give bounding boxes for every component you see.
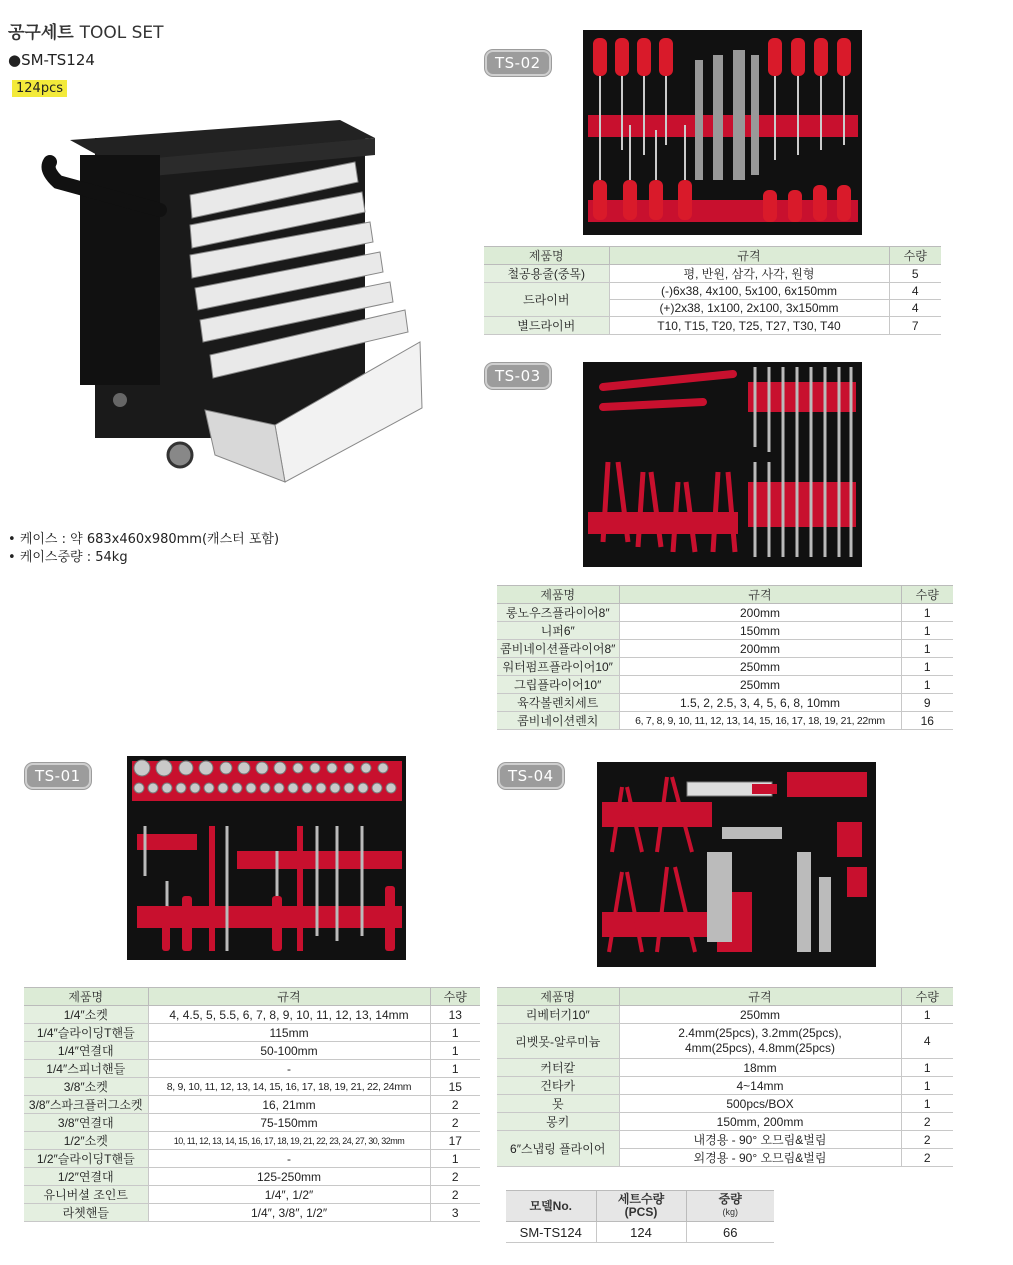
cell-name: 별드라이버 xyxy=(484,317,609,335)
summary-set: 124 xyxy=(596,1222,686,1243)
col-name: 제품명 xyxy=(484,247,609,265)
cell-qty: 2 xyxy=(901,1149,953,1167)
cell-name: 니퍼6″ xyxy=(497,622,619,640)
case-weight: • 케이스중량 : 54kg xyxy=(8,550,128,565)
cell-name: 커터칼 xyxy=(497,1059,619,1077)
cell-qty: 5 xyxy=(889,265,941,283)
cell-name: 그립플라이어10″ xyxy=(497,676,619,694)
table-row xyxy=(497,658,953,676)
cell-qty: 15 xyxy=(430,1078,480,1096)
case-dimension: • 케이스 : 약 683x460x980mm(캐스터 포함) xyxy=(8,532,280,547)
table-row xyxy=(497,622,953,640)
cell-qty: 1 xyxy=(901,658,953,676)
table-row xyxy=(24,1114,480,1132)
cell-name: 3/8″스파크플러그소켓 xyxy=(24,1096,148,1114)
page-title xyxy=(8,18,164,43)
cell-name: 3/8″연결대 xyxy=(24,1114,148,1132)
cell-name: 드라이버 xyxy=(484,283,609,317)
tag-ts01: TS-01 xyxy=(25,763,91,789)
cell-spec: 1/4″, 3/8″, 1/2″ xyxy=(148,1204,430,1222)
cell-qty: 1 xyxy=(901,1095,953,1113)
cell-qty: 7 xyxy=(889,317,941,335)
cell-spec: 8, 9, 10, 11, 12, 13, 14, 15, 16, 17, 18, 19, 21, 22, 24mm xyxy=(148,1078,430,1096)
tray-ts01-image xyxy=(127,756,406,960)
cell-qty: 13 xyxy=(430,1006,480,1024)
summary-header xyxy=(506,1191,774,1222)
cell-spec: 250mm xyxy=(619,676,901,694)
cell-name: 1/2″연결대 xyxy=(24,1168,148,1186)
table-row xyxy=(24,1060,480,1078)
table-row xyxy=(497,640,953,658)
table-row xyxy=(24,1006,480,1024)
cell-qty: 4 xyxy=(889,283,941,300)
col-qty: 수량 xyxy=(889,247,941,265)
title-ko: 공구세트 xyxy=(8,23,74,43)
summary-col-weight xyxy=(686,1191,774,1222)
table-row xyxy=(24,1096,480,1114)
cell-qty: 1 xyxy=(901,640,953,658)
table-header xyxy=(497,586,953,604)
tray-ts03-image xyxy=(583,362,862,567)
col-name: 제품명 xyxy=(24,988,148,1006)
cell-qty: 16 xyxy=(901,712,953,730)
summary-model: SM-TS124 xyxy=(506,1222,596,1243)
title-en: TOOL SET xyxy=(79,23,164,43)
cell-qty: 2 xyxy=(430,1186,480,1204)
cell-spec: 200mm xyxy=(619,604,901,622)
cell-name: 철공용줄(중목) xyxy=(484,265,609,283)
table-row xyxy=(24,1024,480,1042)
cell-spec: 10, 11, 12, 13, 14, 15, 16, 17, 18, 19, 21, 22, 23, 24, 27, 30, 32mm xyxy=(148,1132,430,1150)
table-row xyxy=(497,1077,953,1095)
cell-qty: 1 xyxy=(430,1060,480,1078)
table-row xyxy=(497,676,953,694)
cell-name: 3/8″소켓 xyxy=(24,1078,148,1096)
table-row xyxy=(497,1131,953,1149)
cell-spec: 4, 4.5, 5, 5.5, 6, 7, 8, 9, 10, 11, 12, 13, 14mm xyxy=(148,1006,430,1024)
table-row xyxy=(497,712,953,730)
cell-spec: 250mm xyxy=(619,1006,901,1024)
table-ts01 xyxy=(24,987,480,1222)
cell-qty: 1 xyxy=(901,676,953,694)
tag-ts03: TS-03 xyxy=(485,363,551,389)
cell-name: 1/2″슬라이딩T핸들 xyxy=(24,1150,148,1168)
cell-spec: 150mm xyxy=(619,622,901,640)
cell-spec: - xyxy=(148,1150,430,1168)
cell-qty: 1 xyxy=(430,1024,480,1042)
table-header xyxy=(24,988,480,1006)
cell-name: 6″스냅링 플라이어 xyxy=(497,1131,619,1167)
cell-spec: 500pcs/BOX xyxy=(619,1095,901,1113)
cell-qty: 1 xyxy=(901,1059,953,1077)
table-row xyxy=(24,1150,480,1168)
cell-name: 리벳못-알루미늄 xyxy=(497,1024,619,1059)
cell-qty: 1 xyxy=(901,622,953,640)
cell-qty: 1 xyxy=(430,1150,480,1168)
model-number: SM-TS124 xyxy=(21,51,95,69)
cell-spec: 250mm xyxy=(619,658,901,676)
tool-cart-image xyxy=(40,110,430,500)
cell-spec: 125-250mm xyxy=(148,1168,430,1186)
cell-name: 롱노우즈플라이어8″ xyxy=(497,604,619,622)
summary-table xyxy=(506,1190,774,1243)
table-row xyxy=(24,1186,480,1204)
table-row xyxy=(497,1059,953,1077)
cart-caster xyxy=(168,443,192,467)
col-qty: 수량 xyxy=(901,988,953,1006)
cell-spec: 내경용 - 90° 오므림&벌림 xyxy=(619,1131,901,1149)
cell-name: 육각볼렌치세트 xyxy=(497,694,619,712)
cell-spec: 1/4″, 1/2″ xyxy=(148,1186,430,1204)
cell-spec: 1.5, 2, 2.5, 3, 4, 5, 6, 8, 10mm xyxy=(619,694,901,712)
case-weight-text: 케이스중량 : 54kg xyxy=(19,550,128,565)
cell-spec: - xyxy=(148,1060,430,1078)
col-qty: 수량 xyxy=(430,988,480,1006)
tag-ts04: TS-04 xyxy=(498,763,564,789)
cell-qty: 2 xyxy=(901,1113,953,1131)
cell-qty: 1 xyxy=(901,1006,953,1024)
col-spec: 규격 xyxy=(619,988,901,1006)
cell-spec: 평, 반원, 삼각, 사각, 원형 xyxy=(609,265,889,283)
cell-spec: 6, 7, 8, 9, 10, 11, 12, 13, 14, 15, 16, 17, 18, 19, 21, 22mm xyxy=(619,712,901,730)
cell-qty: 2 xyxy=(430,1168,480,1186)
table-row xyxy=(497,1095,953,1113)
tray-ts02-image xyxy=(583,30,862,235)
cell-name: 1/2″소켓 xyxy=(24,1132,148,1150)
cell-qty: 1 xyxy=(430,1042,480,1060)
table-ts03 xyxy=(497,585,953,730)
cell-spec: 16, 21mm xyxy=(148,1096,430,1114)
summary-row xyxy=(506,1222,774,1243)
cell-qty: 3 xyxy=(430,1204,480,1222)
summary-col-set xyxy=(596,1191,686,1222)
cell-name: 리베터기10″ xyxy=(497,1006,619,1024)
cell-qty: 1 xyxy=(901,604,953,622)
cell-name: 콤비네이션렌치 xyxy=(497,712,619,730)
col-spec: 규격 xyxy=(609,247,889,265)
col-spec: 규격 xyxy=(148,988,430,1006)
cell-spec xyxy=(619,1024,901,1059)
col-name: 제품명 xyxy=(497,988,619,1006)
table-row xyxy=(484,317,941,335)
cell-qty: 2 xyxy=(901,1131,953,1149)
cell-qty: 9 xyxy=(901,694,953,712)
cell-qty: 4 xyxy=(889,300,941,317)
cell-qty: 2 xyxy=(430,1096,480,1114)
summary-col-weight-label: 중량 xyxy=(718,1192,742,1206)
cell-name: 건타카 xyxy=(497,1077,619,1095)
bullet-icon: ● xyxy=(8,51,22,69)
table-row xyxy=(497,694,953,712)
summary-weight: 66 xyxy=(686,1222,774,1243)
summary-col-model: 모델No. xyxy=(506,1191,596,1222)
cell-name: 몽키 xyxy=(497,1113,619,1131)
cell-qty: 1 xyxy=(901,1077,953,1095)
summary-col-set-label: 세트수량 xyxy=(617,1192,665,1206)
table-row xyxy=(24,1204,480,1222)
cell-name: 못 xyxy=(497,1095,619,1113)
table-row xyxy=(24,1042,480,1060)
cell-name: 콤비네이션플라이어8″ xyxy=(497,640,619,658)
cell-name: 1/4″슬라이딩T핸들 xyxy=(24,1024,148,1042)
cell-spec: 150mm, 200mm xyxy=(619,1113,901,1131)
table-row xyxy=(484,265,941,283)
table-header xyxy=(497,988,953,1006)
table-row xyxy=(497,1006,953,1024)
col-spec: 규격 xyxy=(619,586,901,604)
summary-col-weight-unit: (kg) xyxy=(722,1207,738,1217)
cell-spec-line: 4mm(25pcs), 4.8mm(25pcs) xyxy=(684,1041,836,1055)
cell-spec-line: 2.4mm(25pcs), 3.2mm(25pcs), xyxy=(678,1026,842,1040)
cart-caster xyxy=(113,393,127,407)
table-row xyxy=(24,1168,480,1186)
cell-spec: 4~14mm xyxy=(619,1077,901,1095)
case-dimension-text: 케이스 : 약 683x460x980mm(캐스터 포함) xyxy=(19,532,280,547)
cell-name: 1/4″소켓 xyxy=(24,1006,148,1024)
col-qty: 수량 xyxy=(901,586,953,604)
pcs-badge: 124pcs xyxy=(12,80,67,97)
model-line xyxy=(8,51,95,69)
cell-name: 워터펌프플라이어10″ xyxy=(497,658,619,676)
table-row xyxy=(497,1113,953,1131)
table-row xyxy=(24,1132,480,1150)
table-ts04 xyxy=(497,987,953,1167)
cell-spec: 75-150mm xyxy=(148,1114,430,1132)
cell-name: 1/4″연결대 xyxy=(24,1042,148,1060)
cell-spec: (+)2x38, 1x100, 2x100, 3x150mm xyxy=(609,300,889,317)
table-row xyxy=(497,604,953,622)
table-header xyxy=(484,247,941,265)
tray-ts04-image xyxy=(597,762,876,967)
cell-spec: 18mm xyxy=(619,1059,901,1077)
cell-spec: 50-100mm xyxy=(148,1042,430,1060)
cell-spec: 외경용 - 90° 오므림&벌림 xyxy=(619,1149,901,1167)
cell-spec: 200mm xyxy=(619,640,901,658)
table-ts02 xyxy=(484,246,941,335)
cell-name: 라쳇핸들 xyxy=(24,1204,148,1222)
cell-spec: (-)6x38, 4x100, 5x100, 6x150mm xyxy=(609,283,889,300)
cell-qty: 17 xyxy=(430,1132,480,1150)
table-row xyxy=(24,1078,480,1096)
cell-name: 1/4″스피너핸들 xyxy=(24,1060,148,1078)
cell-spec: T10, T15, T20, T25, T27, T30, T40 xyxy=(609,317,889,335)
summary-col-set-unit: (PCS) xyxy=(624,1205,658,1219)
cell-qty: 4 xyxy=(901,1024,953,1059)
col-name: 제품명 xyxy=(497,586,619,604)
tag-ts02: TS-02 xyxy=(485,50,551,76)
cell-spec: 115mm xyxy=(148,1024,430,1042)
table-row xyxy=(497,1024,953,1059)
table-row xyxy=(484,283,941,300)
cell-name: 유니버셜 조인트 xyxy=(24,1186,148,1204)
cell-qty: 2 xyxy=(430,1114,480,1132)
